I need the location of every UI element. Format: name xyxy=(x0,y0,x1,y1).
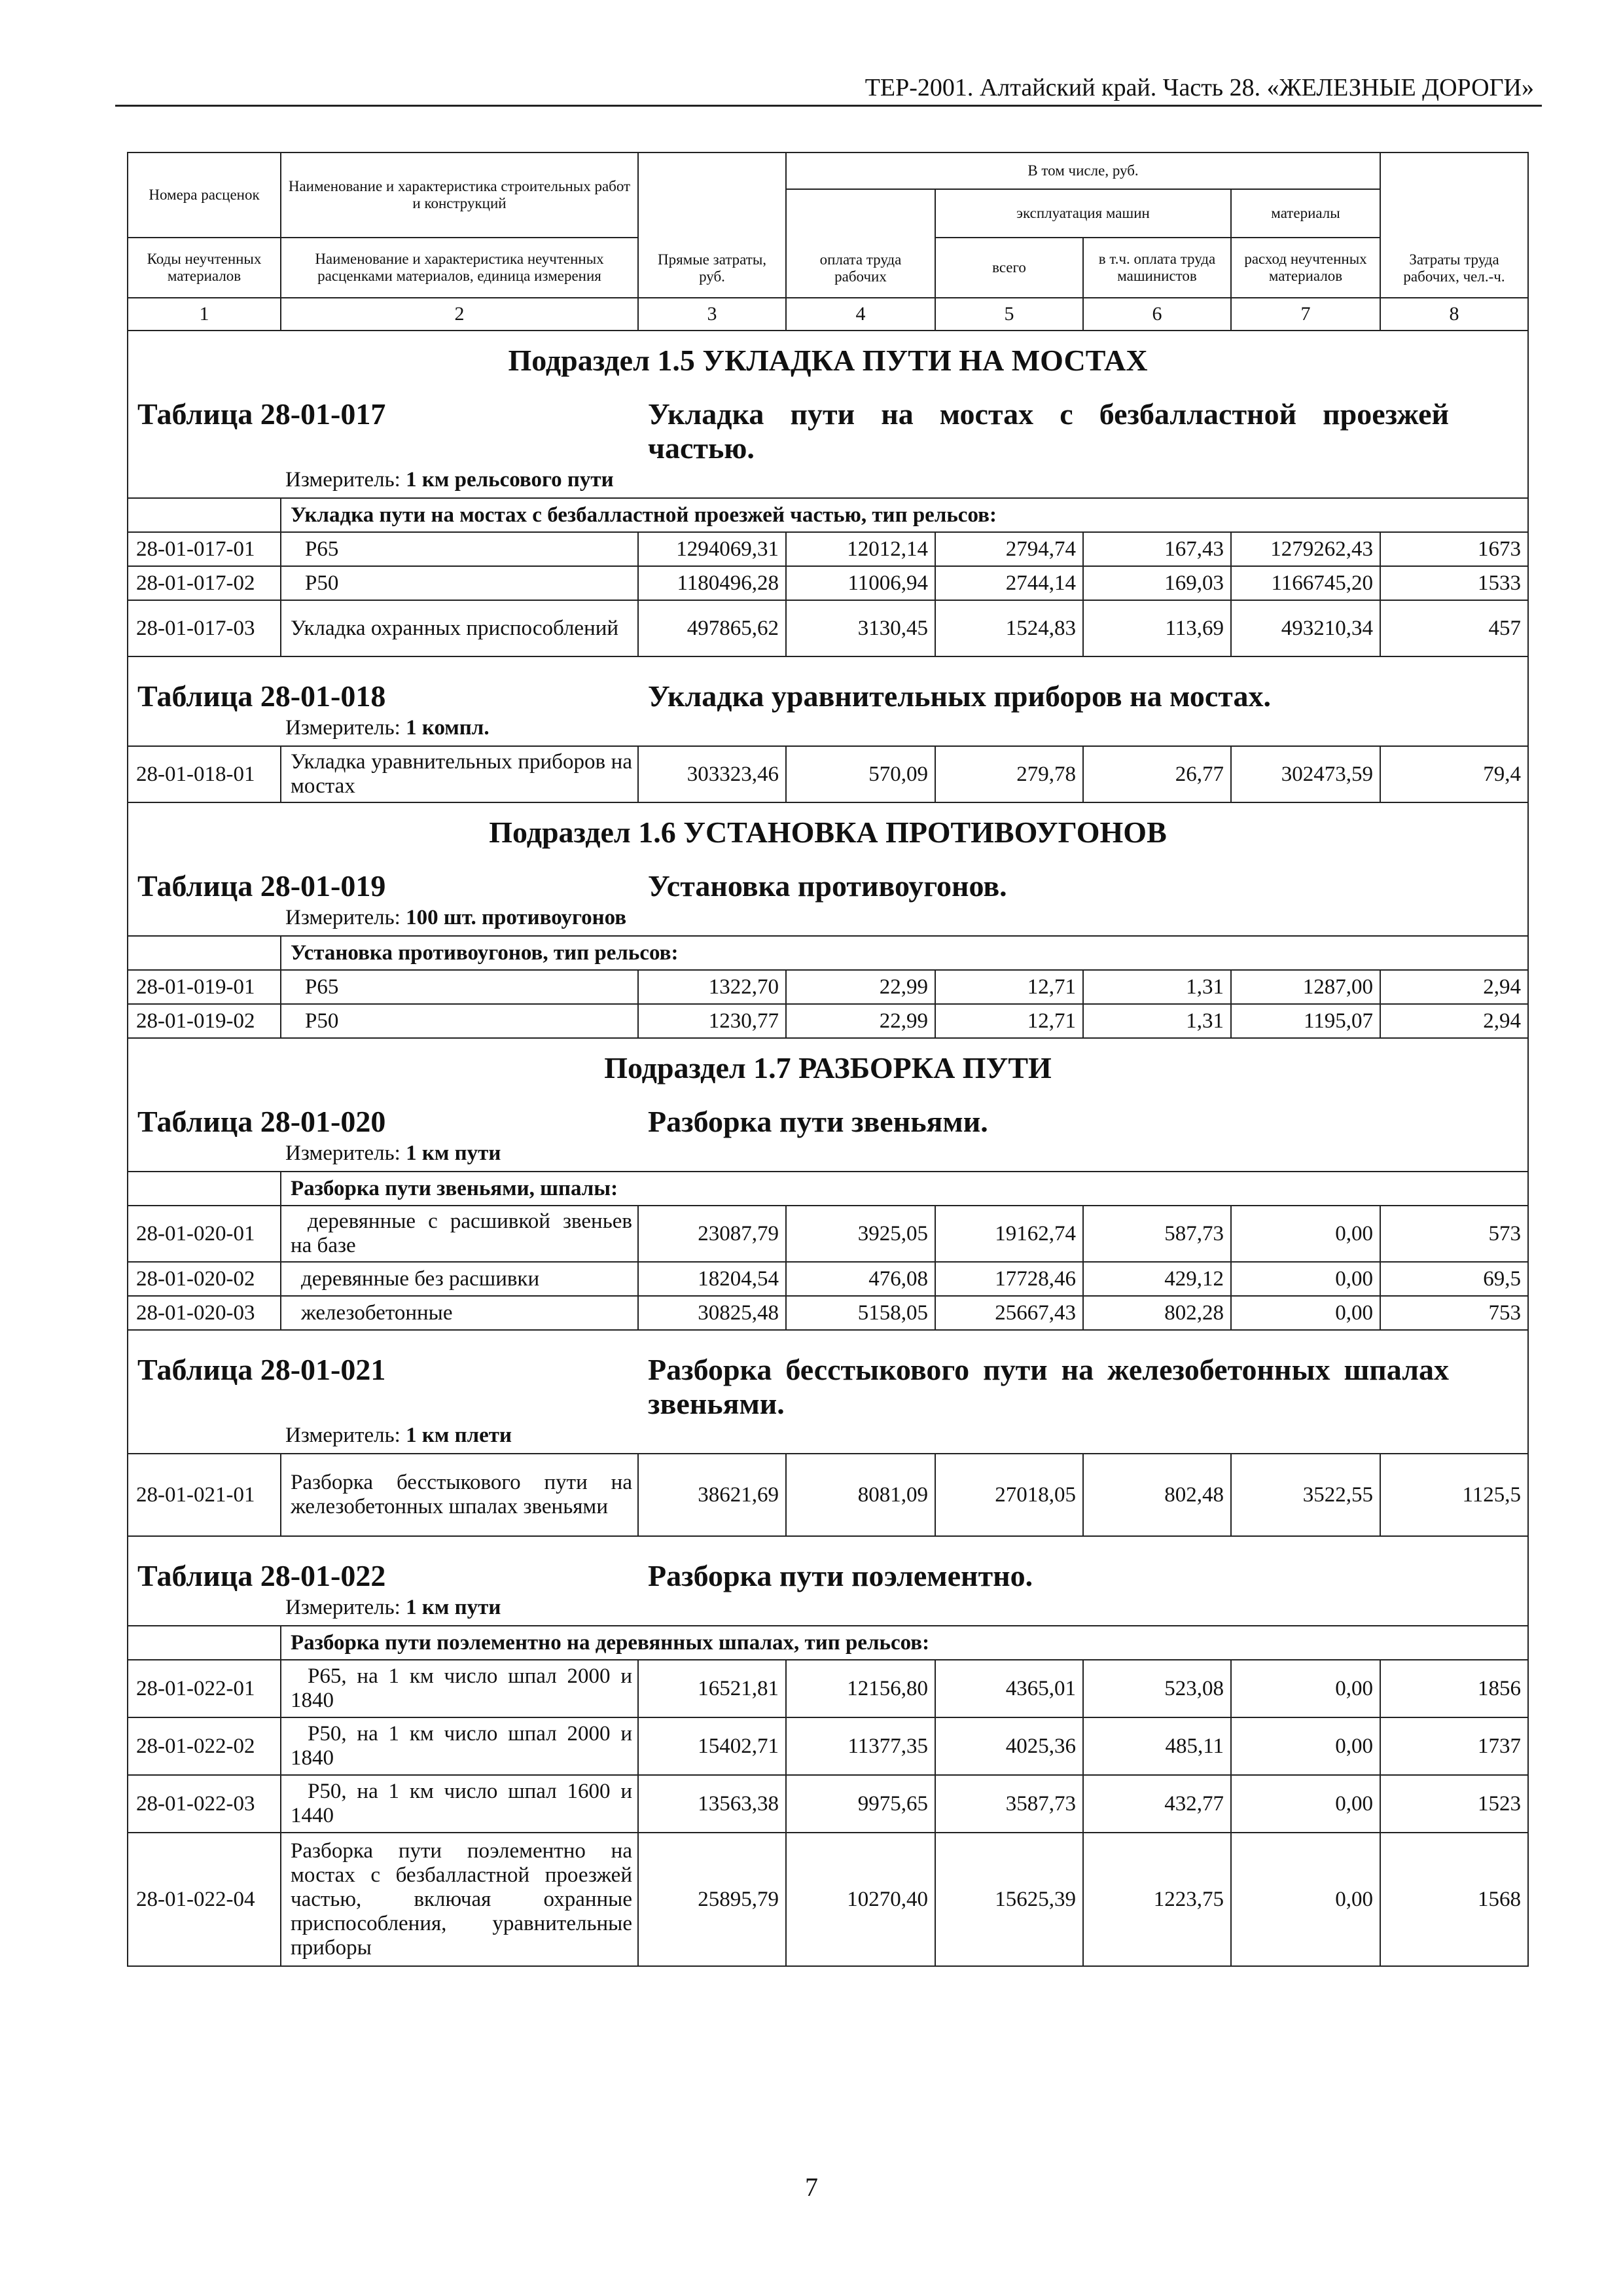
work-name-cell: Р50 xyxy=(281,566,638,600)
labor-hours-cell: 753 xyxy=(1380,1296,1528,1330)
machines-total-cell: 15625,39 xyxy=(935,1833,1083,1966)
rate-code-cell: 28-01-022-02 xyxy=(128,1717,281,1775)
table-label: Таблица 28-01-017 xyxy=(137,397,386,431)
hdr-col2-bottom: Наименование и характеристика неучтенных расценками материалов, единица измерения xyxy=(281,238,638,298)
direct-cost-cell: 18204,54 xyxy=(638,1262,786,1296)
rate-code-cell: 28-01-017-02 xyxy=(128,566,281,600)
table-row xyxy=(128,1833,1528,1966)
rate-code-cell: 28-01-017-03 xyxy=(128,600,281,656)
rate-code-cell: 28-01-020-03 xyxy=(128,1296,281,1330)
rate-code-cell: 28-01-019-02 xyxy=(128,1004,281,1038)
section-block xyxy=(128,656,1528,746)
table-row xyxy=(128,600,1528,656)
labor-hours-cell: 457 xyxy=(1380,600,1528,656)
materials-cell: 0,00 xyxy=(1231,1296,1380,1330)
hdr-col4: оплата труда рабочих xyxy=(786,189,935,298)
labor-pay-cell: 11377,35 xyxy=(786,1717,935,1775)
section-block xyxy=(128,1536,1528,1626)
machines-total-cell: 4025,36 xyxy=(935,1717,1083,1775)
labor-pay-cell: 476,08 xyxy=(786,1262,935,1296)
materials-cell: 0,00 xyxy=(1231,1660,1380,1717)
hdr-col8: Затраты труда рабочих, чел.-ч. xyxy=(1380,152,1528,298)
rate-code-cell: 28-01-017-01 xyxy=(128,532,281,566)
col-number: 2 xyxy=(281,298,638,331)
direct-cost-cell: 1322,70 xyxy=(638,970,786,1004)
table-label: Таблица 28-01-020 xyxy=(137,1105,386,1138)
labor-hours-cell: 1673 xyxy=(1380,532,1528,566)
rates-table xyxy=(127,152,1529,1967)
operator-pay-cell: 429,12 xyxy=(1083,1262,1231,1296)
col-number: 4 xyxy=(786,298,935,331)
table-subheading: Укладка пути на мостах с безбалластной проезжей частью, тип рельсов: xyxy=(281,498,1528,532)
table-row xyxy=(128,1004,1528,1038)
direct-cost-cell: 25895,79 xyxy=(638,1833,786,1966)
machines-total-cell: 2794,74 xyxy=(935,532,1083,566)
machines-total-cell: 19162,74 xyxy=(935,1206,1083,1262)
table-title: Укладка пути на мостах с безбалластной проезжей частью. xyxy=(648,397,1450,465)
hdr-col1-top: Номера расценок xyxy=(128,152,281,238)
table-subheading: Разборка пути звеньями, шпалы: xyxy=(281,1172,1528,1206)
labor-hours-cell: 1523 xyxy=(1380,1775,1528,1833)
work-name-cell: деревянные без расшивки xyxy=(281,1262,638,1296)
measure-line: Измеритель: 1 км пути xyxy=(285,1141,501,1165)
table-title: Разборка бесстыкового пути на железобетонных шпалах звеньями. xyxy=(648,1353,1450,1420)
operator-pay-cell: 587,73 xyxy=(1083,1206,1231,1262)
operator-pay-cell: 802,48 xyxy=(1083,1454,1231,1536)
labor-pay-cell: 3130,45 xyxy=(786,600,935,656)
rate-code-cell: 28-01-021-01 xyxy=(128,1454,281,1536)
hdr-machines: эксплуатация машин xyxy=(935,189,1231,238)
measure-unit: 100 шт. противоугонов xyxy=(406,906,627,929)
rate-code-cell: 28-01-020-01 xyxy=(128,1206,281,1262)
hdr-incl: В том числе, руб. xyxy=(786,152,1380,189)
materials-cell: 1279262,43 xyxy=(1231,532,1380,566)
machines-total-cell: 12,71 xyxy=(935,970,1083,1004)
work-name-cell: Р65, на 1 км число шпал 2000 и 1840 xyxy=(281,1660,638,1717)
work-name-cell: Укладка уравнительных приборов на мостах xyxy=(281,746,638,802)
machines-total-cell: 279,78 xyxy=(935,746,1083,802)
table-row xyxy=(128,1262,1528,1296)
direct-cost-cell: 23087,79 xyxy=(638,1206,786,1262)
work-name-cell: железобетонные xyxy=(281,1296,638,1330)
materials-cell: 0,00 xyxy=(1231,1262,1380,1296)
direct-cost-cell: 15402,71 xyxy=(638,1717,786,1775)
rate-code-cell: 28-01-022-01 xyxy=(128,1660,281,1717)
section-block xyxy=(128,802,1528,936)
table-title: Разборка пути звеньями. xyxy=(648,1105,988,1138)
hdr-col2-top: Наименование и характеристика строительных работ и конструкций xyxy=(281,152,638,238)
machines-total-cell: 3587,73 xyxy=(935,1775,1083,1833)
labor-hours-cell: 1737 xyxy=(1380,1717,1528,1775)
measure-unit: 1 компл. xyxy=(406,716,490,740)
operator-pay-cell: 1,31 xyxy=(1083,970,1231,1004)
section-block xyxy=(128,331,1528,498)
section-block xyxy=(128,1330,1528,1454)
table-row xyxy=(128,1775,1528,1833)
labor-hours-cell: 1856 xyxy=(1380,1660,1528,1717)
labor-hours-cell: 79,4 xyxy=(1380,746,1528,802)
measure-line: Измеритель: 1 км плети xyxy=(285,1424,512,1447)
section-block xyxy=(128,1038,1528,1172)
table-label: Таблица 28-01-019 xyxy=(137,869,386,903)
section-title: Подраздел 1.6 УСТАНОВКА ПРОТИВОУГОНОВ xyxy=(489,816,1167,849)
operator-pay-cell: 1,31 xyxy=(1083,1004,1231,1038)
rate-code-cell: 28-01-018-01 xyxy=(128,746,281,802)
hdr-col7: расход неучтенных материалов xyxy=(1231,238,1380,298)
rate-code-cell: 28-01-019-01 xyxy=(128,970,281,1004)
operator-pay-cell: 169,03 xyxy=(1083,566,1231,600)
page-number: 7 xyxy=(805,2172,818,2202)
labor-hours-cell: 69,5 xyxy=(1380,1262,1528,1296)
rate-code-cell: 28-01-022-04 xyxy=(128,1833,281,1966)
labor-hours-cell: 1568 xyxy=(1380,1833,1528,1966)
table-row xyxy=(128,532,1528,566)
section-title: Подраздел 1.7 РАЗБОРКА ПУТИ xyxy=(604,1051,1052,1085)
table-title: Разборка пути поэлементно. xyxy=(648,1559,1033,1592)
direct-cost-cell: 13563,38 xyxy=(638,1775,786,1833)
work-name-cell: Разборка пути поэлементно на мостах с безбалластной проезжей частью, включая охранные приспособления, уравнительные приборы xyxy=(281,1833,638,1966)
col-number: 1 xyxy=(128,298,281,331)
col-number: 5 xyxy=(935,298,1083,331)
direct-cost-cell: 497865,62 xyxy=(638,600,786,656)
measure-unit: 1 км плети xyxy=(406,1424,512,1447)
work-name-cell: деревянные с расшивкой звеньев на базе xyxy=(281,1206,638,1262)
labor-hours-cell: 2,94 xyxy=(1380,970,1528,1004)
work-name-cell: Р65 xyxy=(281,532,638,566)
table-title: Установка противоугонов. xyxy=(648,869,1007,903)
table-row xyxy=(128,1717,1528,1775)
labor-pay-cell: 11006,94 xyxy=(786,566,935,600)
direct-cost-cell: 1294069,31 xyxy=(638,532,786,566)
section-title: Подраздел 1.5 УКЛАДКА ПУТИ НА МОСТАХ xyxy=(508,344,1148,377)
machines-total-cell: 17728,46 xyxy=(935,1262,1083,1296)
running-header xyxy=(115,71,1542,107)
direct-cost-cell: 38621,69 xyxy=(638,1454,786,1536)
operator-pay-cell: 113,69 xyxy=(1083,600,1231,656)
machines-total-cell: 4365,01 xyxy=(935,1660,1083,1717)
col-number: 3 xyxy=(638,298,786,331)
materials-cell: 0,00 xyxy=(1231,1833,1380,1966)
labor-pay-cell: 12012,14 xyxy=(786,532,935,566)
measure-line: Измеритель: 1 км рельсового пути xyxy=(285,468,614,492)
measure-unit: 1 км рельсового пути xyxy=(406,468,614,492)
machines-total-cell: 1524,83 xyxy=(935,600,1083,656)
hdr-col5: всего xyxy=(935,238,1083,298)
table-label: Таблица 28-01-021 xyxy=(137,1353,386,1386)
materials-cell: 3522,55 xyxy=(1231,1454,1380,1536)
work-name-cell: Укладка охранных приспособлений xyxy=(281,600,638,656)
table-row xyxy=(128,746,1528,802)
work-name-cell: Р50, на 1 км число шпал 1600 и 1440 xyxy=(281,1775,638,1833)
direct-cost-cell: 303323,46 xyxy=(638,746,786,802)
measure-unit: 1 км пути xyxy=(406,1141,501,1165)
table-subheading: Разборка пути поэлементно на деревянных шпалах, тип рельсов: xyxy=(281,1626,1528,1660)
materials-cell: 302473,59 xyxy=(1231,746,1380,802)
materials-cell: 0,00 xyxy=(1231,1717,1380,1775)
labor-pay-cell: 10270,40 xyxy=(786,1833,935,1966)
direct-cost-cell: 30825,48 xyxy=(638,1296,786,1330)
measure-line: Измеритель: 100 шт. противоугонов xyxy=(285,906,627,929)
labor-pay-cell: 22,99 xyxy=(786,1004,935,1038)
labor-pay-cell: 22,99 xyxy=(786,970,935,1004)
materials-cell: 1287,00 xyxy=(1231,970,1380,1004)
machines-total-cell: 25667,43 xyxy=(935,1296,1083,1330)
col-number: 6 xyxy=(1083,298,1231,331)
rate-code-cell: 28-01-020-02 xyxy=(128,1262,281,1296)
table-label: Таблица 28-01-018 xyxy=(137,679,386,713)
table-row xyxy=(128,1454,1528,1536)
labor-pay-cell: 9975,65 xyxy=(786,1775,935,1833)
measure-unit: 1 км пути xyxy=(406,1596,501,1619)
operator-pay-cell: 485,11 xyxy=(1083,1717,1231,1775)
direct-cost-cell: 1180496,28 xyxy=(638,566,786,600)
measure-line: Измеритель: 1 км пути xyxy=(285,1596,501,1619)
work-name-cell: Р50 xyxy=(281,1004,638,1038)
operator-pay-cell: 523,08 xyxy=(1083,1660,1231,1717)
table-subheading: Установка противоугонов, тип рельсов: xyxy=(281,936,1528,970)
operator-pay-cell: 802,28 xyxy=(1083,1296,1231,1330)
labor-pay-cell: 570,09 xyxy=(786,746,935,802)
materials-cell: 1166745,20 xyxy=(1231,566,1380,600)
running-header-title: ТЕР-2001. Алтайский край. Часть 28. «ЖЕЛЕЗНЫЕ ДОРОГИ» xyxy=(865,74,1534,101)
table-row xyxy=(128,1206,1528,1262)
operator-pay-cell: 432,77 xyxy=(1083,1775,1231,1833)
col-number: 8 xyxy=(1380,298,1528,331)
table-title: Укладка уравнительных приборов на мостах. xyxy=(648,679,1271,713)
materials-cell: 0,00 xyxy=(1231,1206,1380,1262)
materials-cell: 1195,07 xyxy=(1231,1004,1380,1038)
hdr-col3: Прямые затраты, руб. xyxy=(638,152,786,298)
labor-hours-cell: 2,94 xyxy=(1380,1004,1528,1038)
labor-pay-cell: 3925,05 xyxy=(786,1206,935,1262)
labor-pay-cell: 8081,09 xyxy=(786,1454,935,1536)
table-row xyxy=(128,970,1528,1004)
table-row xyxy=(128,1660,1528,1717)
direct-cost-cell: 1230,77 xyxy=(638,1004,786,1038)
operator-pay-cell: 1223,75 xyxy=(1083,1833,1231,1966)
work-name-cell: Р65 xyxy=(281,970,638,1004)
table-row xyxy=(128,1296,1528,1330)
machines-total-cell: 12,71 xyxy=(935,1004,1083,1038)
labor-hours-cell: 1533 xyxy=(1380,566,1528,600)
hdr-col6: в т.ч. оплата труда машинистов xyxy=(1083,238,1231,298)
machines-total-cell: 27018,05 xyxy=(935,1454,1083,1536)
materials-cell: 0,00 xyxy=(1231,1775,1380,1833)
hdr-col1-bottom: Коды неучтенных материалов xyxy=(128,238,281,298)
table-label: Таблица 28-01-022 xyxy=(137,1559,386,1592)
operator-pay-cell: 167,43 xyxy=(1083,532,1231,566)
measure-line: Измеритель: 1 компл. xyxy=(285,716,490,740)
machines-total-cell: 2744,14 xyxy=(935,566,1083,600)
work-name-cell: Р50, на 1 км число шпал 2000 и 1840 xyxy=(281,1717,638,1775)
labor-pay-cell: 12156,80 xyxy=(786,1660,935,1717)
labor-pay-cell: 5158,05 xyxy=(786,1296,935,1330)
rate-code-cell: 28-01-022-03 xyxy=(128,1775,281,1833)
direct-cost-cell: 16521,81 xyxy=(638,1660,786,1717)
hdr-materials: материалы xyxy=(1231,189,1380,238)
materials-cell: 493210,34 xyxy=(1231,600,1380,656)
operator-pay-cell: 26,77 xyxy=(1083,746,1231,802)
work-name-cell: Разборка бесстыкового пути на железобетонных шпалах звеньями xyxy=(281,1454,638,1536)
labor-hours-cell: 1125,5 xyxy=(1380,1454,1528,1536)
col-number: 7 xyxy=(1231,298,1380,331)
table-row xyxy=(128,566,1528,600)
labor-hours-cell: 573 xyxy=(1380,1206,1528,1262)
